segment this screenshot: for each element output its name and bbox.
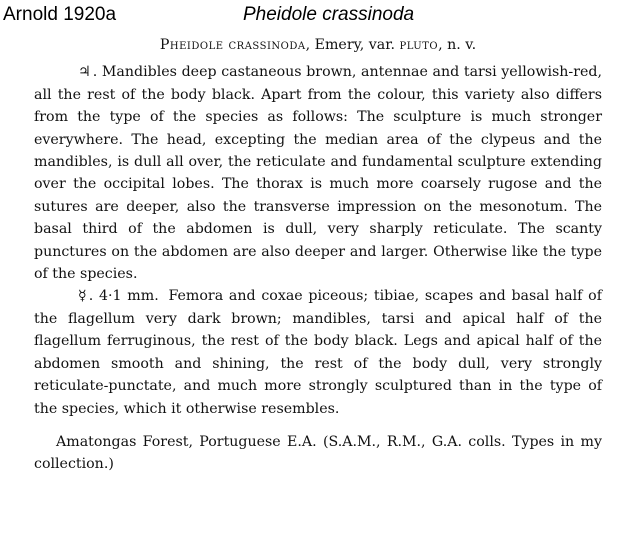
jupiter-symbol-icon: ♃ xyxy=(78,64,91,81)
heading-author: Emery, var. xyxy=(314,37,395,53)
heading-variety-name: pluto xyxy=(399,37,439,53)
taxon-heading: Pheidole crassinoda, Emery, var. pluto, n. v. xyxy=(159,37,477,53)
citation-label: Arnold 1920a xyxy=(3,4,117,25)
heading-status: n. v. xyxy=(447,37,477,53)
locality-paragraph xyxy=(34,431,602,476)
major-description-text: Mandibles deep castaneous brown, antennae and tarsi yellowish-red, all the rest of the body black. Apart from the colour, this variety also differs from the type of the species as follows: The sculpture is much stronger everywhere. The head, excepting the median area of the clypeus and the mandibles, is dull all over, the reticulate and fundamental sculpture extending over the occipital lobes. The thorax is much more coarsely rugose and the sutures are deeper, also the transverse impression on the mesonotum. The basal third of the abdomen is dull, very sharply reticulate. The scanty punctures on the abdomen are also deeper and larger. Otherwise like the type of the species. xyxy=(34,64,602,283)
page-header xyxy=(3,4,633,30)
major-description: ♃ . Mandibles deep castaneous brown, antennae and tarsi yellowish-red, all the rest of the body black. Apart from the colour, this variety also differs from the type of the species as follows: The sculpture is much stronger everywhere. The head, excepting the median area of the clypeus and the mandibles, is dull all over, the reticulate and fundamental sculpture extending over the occipital lobes. The thorax is much more coarsely rugose and the sutures are deeper, also the transverse impression on the mesonotum. The basal third of the abdomen is dull, very sharply reticulate. The scanty punctures on the abdomen are also deeper and larger. Otherwise like the type of the species. xyxy=(34,61,602,285)
worker-description-text: Femora and coxae piceous; tibiae, scapes and basal half of the flagellum very dark brown; mandibles, tarsi and apical half of the flagellum ferruginous, the rest of the body black. Legs and apical half of the abdomen smooth and shining, the rest of the body dull, very strongly reticulate-punctate, and much more strongly sculptured than in the type of the species, which it otherwise resembles. xyxy=(34,288,602,417)
worker-size: 4·1 mm. xyxy=(98,288,159,305)
taxon-title: Pheidole crassinoda xyxy=(243,4,415,25)
mercury-symbol-icon: ☿ xyxy=(78,288,87,305)
worker-description: ☿ . 4·1 mm. Femora and coxae piceous; tibiae, scapes and basal half of the flagellum very dark brown; mandibles, tarsi and apical half of the flagellum ferruginous, the rest of the body black. Legs and apical half of the abdomen smooth and shining, the rest of the body dull, very strongly reticulate-punctate, and much more strongly sculptured than in the type of the species, which it otherwise resembles. xyxy=(34,285,602,419)
description-block xyxy=(34,34,602,476)
locality-text: Amatongas Forest, Portuguese E.A. (S.A.M., R.M., G.A. colls. Types in my collection.) xyxy=(34,433,602,473)
heading-species: Pheidole crassinoda xyxy=(159,37,306,53)
